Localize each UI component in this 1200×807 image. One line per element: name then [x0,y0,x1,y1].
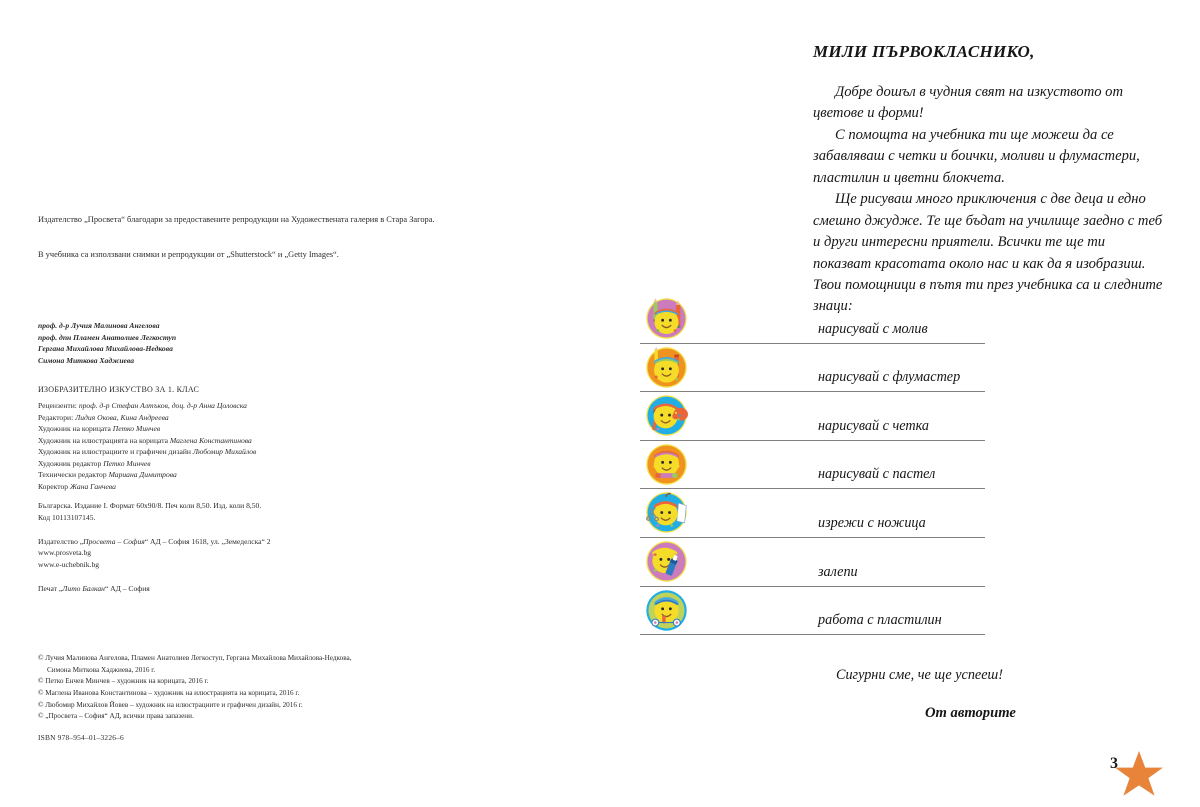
publisher-name: Просвета – София [83,536,145,546]
legend-row [640,295,985,344]
legend-row [640,489,985,538]
smiley-pastel-icon [645,443,688,486]
credit-row [38,469,478,481]
intro-paragraph-3: Ще рисуваш много приключения с две деца и едно смешно джудже. Те ще бъдат на училище заедно с теб и други интересни приятели. Всички те ще ти показват красотата около нас и как да я изобразиш. Твои помощници в пътя ти през учебника са и следните знаци: [813,191,1163,315]
credit-names: Лидия Окова, Кина Андреева [75,412,169,422]
imprint-details [38,500,478,595]
credit-names: Петко Минчев [112,424,161,434]
smiley-scissors-icon [645,491,688,534]
authors-block [38,320,468,366]
intro-text [813,82,1163,318]
smiley-clay-icon [645,589,688,632]
publisher-group [38,536,478,571]
closing-line: Сигурни сме, че ще успееш! [836,667,1003,683]
page-number: 3 [1110,755,1118,772]
legend-label: нарисувай с пастел [818,466,936,483]
legend-label: изрежи с ножица [818,514,926,531]
legend-label: залепи [818,563,858,580]
edition-line: Българска. Издание I. Формат 60х90/8. Печ коли 8,50. Изд. коли 8,50. [38,501,262,510]
author-4: Симона Миткова Хаджиева [38,355,135,365]
credit-role: Художник на илюстрацията на корицата [38,435,168,445]
legend-row [640,538,985,587]
credit-names: Жана Ганчева [69,481,116,491]
legend-row [640,344,985,393]
credit-row [38,400,478,412]
author-1: проф. д-р Лучия Малинова Ангелова [38,321,160,330]
credit-role: Рецензенти: [38,401,77,410]
greeting-column [640,0,1185,807]
book-title: ИЗОБРАЗИТЕЛНО ИЗКУСТВО ЗА 1. КЛАС [38,385,200,394]
smiley-brush-icon [645,394,688,437]
code-line: Код 10113107145. [38,512,96,522]
credit-role: Технически редактор [38,470,107,480]
author-2: проф. дпн Пламен Анатолиев Легкоступ [38,332,177,342]
credit-names: проф. д-р Стефан Алтъков, доц. д-р Анна Цоловска [78,401,247,410]
credit-names: Маглена Константинова [169,435,252,445]
credit-role: Художник на корицата [38,424,111,434]
copyright-line: © Лучия Малинова Ангелова, Пламен Анатолиев Легкоступ, Гергана Михайлова Михайлова-Недкова, [38,654,352,662]
printer-line: Печат „Лито Балкан“ АД – София [38,583,150,593]
website-euchebnik[interactable]: www.e-uchebnik.bg [38,560,100,570]
author-3: Гергана Михайлова Михайлова-Недкова [38,344,173,354]
credit-names: Мариана Димитрова [108,470,177,480]
copyright-line: © „Просвета – София“ АД, всички права запазени. [38,712,194,721]
imprint-column [38,0,638,807]
credit-role: Художник редактор [38,458,102,468]
legend-row [640,441,985,490]
smiley-glue-icon [645,540,688,583]
copyright-line: © Любомир Михайлов Йовев – художник на илюстрациите и графичен дизайн, 2016 г. [38,700,303,709]
credit-role: Редактори: [38,412,74,422]
smiley-pencil-icon [645,297,688,340]
publisher-line: Издателство „Просвета – София“ АД – София 1618, ул. „Земеделска“ 2 [38,536,271,546]
legend-label: нарисувай с четка [818,417,929,434]
credit-row [38,412,478,424]
credit-role: Коректор [38,481,69,491]
legend-row [640,587,985,636]
website-prosveta[interactable]: www.prosveta.bg [38,548,92,558]
legend-label: нарисувай с молив [818,320,928,337]
legend-table [640,295,985,635]
credits-block [38,400,478,492]
copyright-block [38,653,508,723]
printer-name: Лито Балкан [62,583,105,593]
intro-paragraph-2: С помощта на учебника ти ще можеш да се забавляваш с четки и боички, моливи и флумастери, пластилин и цветни блокчета. [813,126,1140,186]
signature: От авторите [925,705,1016,721]
page-title: МИЛИ ПЪРВОКЛАСНИКО, [813,42,1035,61]
copyright-line-cont: Симона Миткова Хаджиева, 2016 г. [47,665,156,674]
printer-group [38,583,478,595]
acknowledgements-block [38,214,628,261]
credit-names: Любомир Михайлов [192,447,257,457]
smiley-marker-icon [645,346,688,389]
copyright-line: © Петко Енчев Минчев – художник на корицата, 2016 г. [38,677,209,686]
credit-role: Художник на илюстрациите и графичен дизайн [38,447,191,457]
credit-row [38,481,478,493]
credit-row [38,446,478,458]
intro-paragraph-1: Добре дошъл в чудния свят на изкуството от цветове и форми! [813,84,1124,122]
isbn: ISBN 978–954–01–3226–6 [38,733,124,742]
legend-row [640,392,985,441]
acknowledgement-gallery: Издателство „Просвета“ благодари за предоставените репродукции на Художествената галерия в Стара Загора. [38,215,435,224]
legend-label: работа с пластилин [818,612,942,629]
legend-label: нарисувай с флумастер [818,369,961,386]
credit-row [38,423,478,435]
acknowledgement-photos: В учебника са използвани снимки и репродукции от „Shutterstock“ и „Getty Images“. [38,249,339,259]
credit-row [38,458,478,470]
credit-row [38,435,478,447]
edition-group [38,500,478,524]
page-star-icon [1112,750,1166,802]
copyright-line: © Маглена Иванова Константинова – художник на илюстрацията на корицата, 2016 г. [38,688,300,697]
credit-names: Петко Минчев [103,458,151,468]
